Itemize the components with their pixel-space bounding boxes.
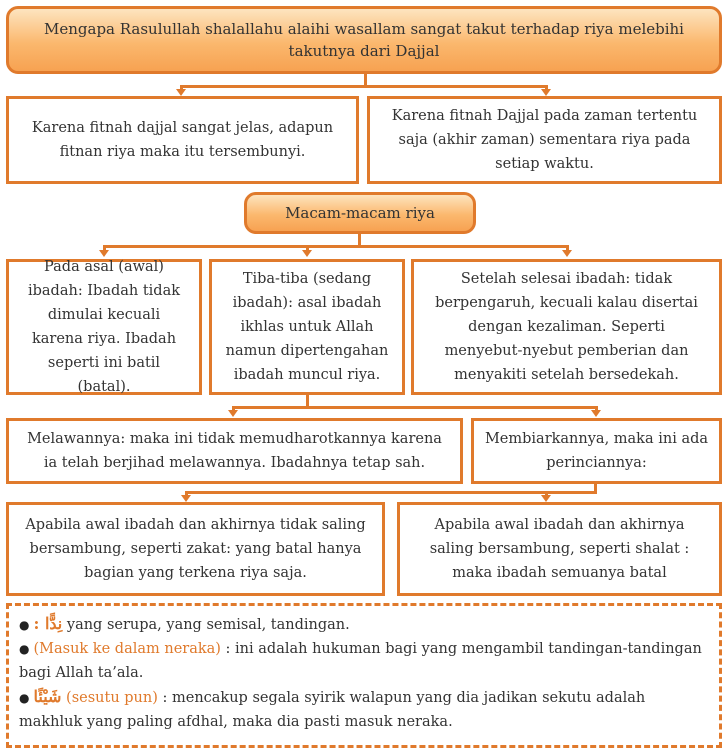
note-1 bbox=[19, 612, 709, 637]
note-3-text: : mencakup segala syirik walapun yang dia jadikan sekutu adalah makhluk yang paling afdhal, maka dia pasti masuk neraka. bbox=[19, 690, 646, 730]
response-text-1: Melawannya: maka ini tidak memudharotkannya karena ia telah berjihad melawannya. Ibadahnya tetap sah. bbox=[27, 431, 442, 471]
types-header-text: Macam-macam riya bbox=[285, 204, 435, 222]
bullet-icon: ● bbox=[19, 618, 30, 632]
type-box-2 bbox=[209, 259, 405, 395]
arrow-down bbox=[176, 89, 186, 96]
title-text: Mengapa Rasulullah shalallahu alaihi wasallam sangat takut terhadap riya melebihi takutnya dari Dajjal bbox=[44, 20, 684, 60]
connector bbox=[185, 491, 597, 494]
arrow-down bbox=[541, 495, 551, 502]
reason-box-1 bbox=[6, 96, 359, 184]
note-2-term: (Masuk ke dalam neraka) bbox=[33, 641, 221, 657]
reason-text-2: Karena fitnah Dajjal pada zaman tertentu saja (akhir zaman) sementara riya pada setiap waktu. bbox=[391, 108, 698, 172]
detail-text-2: Apabila awal ibadah dan akhirnya saling bersambung, seperti shalat : maka ibadah semuanya batal bbox=[429, 517, 690, 581]
note-1-arabic: نِدًّا : bbox=[33, 614, 63, 633]
type-text-1: Pada asal (awal) ibadah: Ibadah tidak dimulai kecuali karena riya. Ibadah seperti ini batil (batal). bbox=[27, 259, 181, 395]
arrow-down bbox=[228, 410, 238, 417]
types-header bbox=[244, 192, 476, 234]
arrow-down bbox=[541, 89, 551, 96]
connector bbox=[103, 245, 569, 248]
note-2 bbox=[19, 637, 709, 685]
note-3-term: (sesutu pun) bbox=[61, 690, 158, 706]
bullet-icon: ● bbox=[19, 642, 30, 656]
arrow-down bbox=[591, 410, 601, 417]
connector bbox=[180, 85, 548, 88]
note-2-text: : ini adalah hukuman bagi yang mengambil tandingan-tandingan bagi Allah ta’ala. bbox=[19, 641, 702, 681]
title-box bbox=[6, 6, 722, 74]
reason-text-1: Karena fitnah dajjal sangat jelas, adapun fitnan riya maka itu tersembunyi. bbox=[31, 120, 334, 160]
type-text-3: Setelah selesai ibadah: tidak berpengaruh, kecuali kalau disertai dengan kezaliman. Seperti menyebut-nyebut pemberian dan menyakiti setelah bersedekah. bbox=[435, 271, 698, 383]
response-box-2 bbox=[471, 418, 722, 484]
reason-box-2 bbox=[367, 96, 722, 184]
response-text-2: Membiarkannya, maka ini ada perinciannya: bbox=[484, 431, 709, 471]
detail-box-1 bbox=[6, 502, 385, 596]
type-text-2: Tiba-tiba (sedang ibadah): asal ibadah ikhlas untuk Allah namun dipertengahan ibadah muncul riya. bbox=[225, 271, 389, 383]
connector bbox=[232, 406, 598, 409]
arrow-down bbox=[562, 250, 572, 257]
detail-box-2 bbox=[397, 502, 722, 596]
arrow-down bbox=[181, 495, 191, 502]
notes-box bbox=[6, 603, 722, 748]
bullet-icon: ● bbox=[19, 691, 30, 705]
note-3-arabic: شَيْئًا bbox=[33, 687, 62, 706]
detail-text-1: Apabila awal ibadah dan akhirnya tidak saling bersambung, seperti zakat: yang batal hanya bagian yang terkena riya saja. bbox=[25, 517, 366, 581]
type-box-1 bbox=[6, 259, 202, 395]
note-1-text: yang serupa, yang semisal, tandingan. bbox=[62, 617, 350, 633]
arrow-down bbox=[302, 250, 312, 257]
response-box-1 bbox=[6, 418, 463, 484]
type-box-3 bbox=[411, 259, 722, 395]
note-3 bbox=[19, 685, 709, 734]
